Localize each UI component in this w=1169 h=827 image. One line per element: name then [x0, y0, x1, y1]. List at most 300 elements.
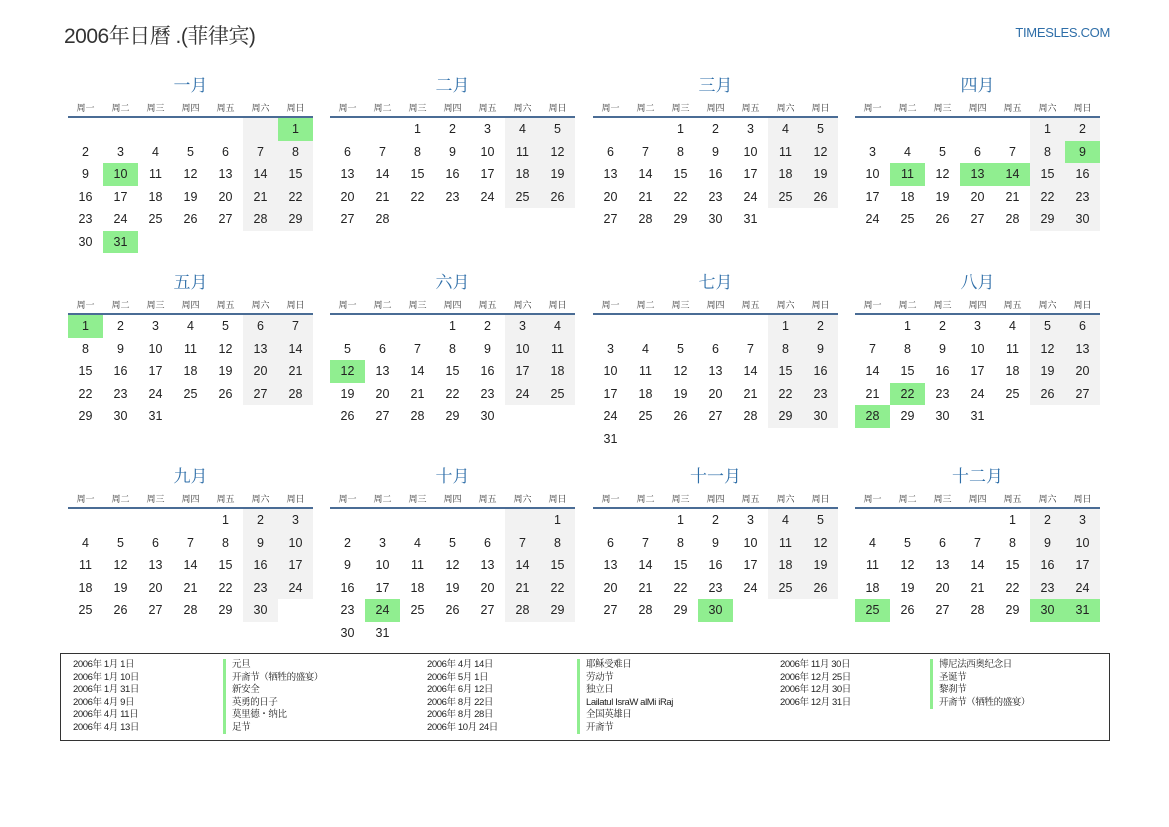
day-cell: 24 [865, 212, 880, 226]
holiday-name: 耶稣受难日 [577, 659, 632, 672]
empty-cell [400, 315, 435, 338]
weekday-label: 周一 [76, 103, 95, 113]
day-cell: 20 [218, 189, 233, 204]
empty-cell [278, 405, 313, 428]
day-cell: 12 [330, 360, 365, 383]
day-cell: 30 [803, 405, 838, 428]
empty-cell [470, 622, 505, 645]
day-cell: 15 [218, 558, 233, 572]
day-cell: 15 [900, 364, 915, 378]
day-cell: 4 [414, 535, 421, 550]
day-cell: 20 [708, 386, 723, 401]
day-cell: 26 [540, 186, 575, 209]
day-cell: 5 [222, 319, 229, 333]
day-cell: 27 [935, 603, 950, 617]
day-cell: 4 [904, 144, 911, 159]
day-cell: 14 [375, 167, 390, 181]
day-cell: 25 [855, 599, 890, 622]
day-cell: 11 [768, 532, 803, 555]
day-cell: 26 [340, 409, 355, 423]
day-cell: 12 [935, 167, 950, 181]
day-cell: 2 [82, 144, 89, 159]
empty-cell [628, 428, 663, 451]
day-cell: 13 [1065, 338, 1100, 361]
holiday-name: 元旦 [223, 659, 250, 672]
day-cell: 25 [900, 212, 915, 226]
week-row [593, 338, 838, 361]
day-cell: 27 [340, 212, 355, 226]
day-cell: 6 [222, 144, 229, 159]
week-row [330, 577, 575, 600]
holiday-name: Lailatul IsraW alMi iRaj [577, 697, 673, 710]
day-cell: 19 [803, 163, 838, 186]
week-row [855, 186, 1100, 209]
weekday-label: 周日 [286, 300, 305, 310]
day-cell: 9 [449, 144, 456, 159]
weekday-label: 周四 [181, 494, 200, 504]
empty-cell [925, 118, 960, 141]
day-cell: 8 [449, 341, 456, 356]
weekday-label: 周三 [933, 494, 952, 504]
day-cell: 8 [677, 144, 684, 159]
day-cell: 29 [218, 603, 233, 617]
day-cell: 24 [1065, 577, 1100, 600]
day-cell: 17 [480, 167, 495, 181]
empty-cell [208, 231, 243, 254]
day-cell: 3 [505, 315, 540, 338]
empty-cell [68, 118, 103, 141]
day-cell: 19 [540, 163, 575, 186]
day-cell: 23 [113, 386, 128, 401]
day-cell: 7 [379, 144, 386, 159]
day-cell: 28 [410, 409, 425, 423]
day-cell: 4 [187, 319, 194, 333]
day-cell: 22 [78, 386, 93, 401]
day-cell: 21 [410, 386, 425, 401]
day-cell: 12 [540, 141, 575, 164]
day-cell: 6 [607, 144, 614, 159]
day-cell: 18 [768, 554, 803, 577]
day-cell: 29 [1030, 208, 1065, 231]
week-row [330, 338, 575, 361]
day-cell: 30 [1030, 599, 1065, 622]
day-cell: 20 [375, 386, 390, 401]
day-cell: 4 [768, 509, 803, 532]
day-cell: 15 [445, 364, 460, 378]
day-cell: 3 [152, 319, 159, 333]
day-cell: 13 [935, 558, 950, 572]
day-cell: 24 [113, 212, 128, 226]
weekday-label: 周六 [513, 494, 532, 504]
day-cell: 23 [243, 577, 278, 600]
empty-cell [103, 509, 138, 532]
day-cell: 1 [677, 122, 684, 136]
day-cell: 13 [480, 558, 495, 572]
month-name: 八月 [960, 273, 995, 292]
day-cell: 30 [340, 625, 355, 640]
month-name: 七月 [698, 273, 733, 292]
day-cell: 31 [1065, 599, 1100, 622]
day-cell: 31 [970, 409, 985, 423]
day-cell: 15 [673, 558, 688, 572]
weekday-header [68, 295, 313, 315]
day-cell: 3 [607, 341, 614, 356]
day-cell: 17 [113, 189, 128, 204]
day-cell: 22 [890, 383, 925, 406]
day-cell: 5 [117, 535, 124, 550]
day-cell: 20 [603, 189, 618, 204]
day-cell: 8 [414, 144, 421, 159]
weekday-label: 周四 [443, 494, 462, 504]
weekday-label: 周二 [373, 103, 392, 113]
weekday-label: 周二 [898, 494, 917, 504]
day-cell: 2 [939, 319, 946, 333]
holiday-name: 足节 [223, 722, 250, 735]
empty-cell [540, 405, 575, 428]
week-row [855, 509, 1100, 532]
day-cell: 4 [540, 315, 575, 338]
day-cell: 23 [935, 386, 950, 401]
holiday-name: 黎刹节 [930, 684, 966, 697]
empty-cell [173, 509, 208, 532]
week-row [330, 383, 575, 406]
day-cell: 18 [410, 580, 425, 595]
day-cell: 10 [970, 341, 985, 356]
day-cell: 19 [673, 386, 688, 401]
day-cell: 3 [117, 144, 124, 159]
day-cell: 22 [673, 580, 688, 595]
empty-cell [960, 118, 995, 141]
holiday-row [73, 709, 323, 722]
day-cell: 24 [278, 577, 313, 600]
weekday-header [68, 489, 313, 509]
day-cell: 6 [379, 341, 386, 356]
day-cell: 7 [869, 341, 876, 356]
weekday-label: 周一 [338, 103, 357, 113]
week-row [330, 532, 575, 555]
day-cell: 8 [904, 341, 911, 356]
weekday-label: 周二 [111, 300, 130, 310]
holiday-row [780, 684, 1030, 697]
day-cell: 12 [900, 558, 915, 572]
day-cell: 9 [82, 167, 89, 181]
day-cell: 28 [1005, 212, 1020, 226]
day-cell: 3 [278, 509, 313, 532]
holiday-date: 2006年 4月 11日 [73, 709, 139, 720]
weekday-label: 周日 [811, 494, 830, 504]
month-8 [855, 271, 1100, 428]
day-cell: 17 [375, 580, 390, 595]
day-cell: 20 [243, 360, 278, 383]
weekday-label: 周日 [286, 103, 305, 113]
empty-cell [208, 405, 243, 428]
empty-cell [173, 231, 208, 254]
day-cell: 13 [960, 163, 995, 186]
weekday-label: 周五 [1003, 300, 1022, 310]
day-cell: 27 [708, 409, 723, 423]
day-cell: 10 [743, 535, 758, 550]
weekday-label: 周日 [548, 103, 567, 113]
day-cell: 26 [183, 212, 198, 226]
holiday-row [780, 697, 1030, 710]
holiday-column [780, 659, 1030, 709]
weekday-label: 周二 [636, 300, 655, 310]
weekday-label: 周四 [706, 300, 725, 310]
holiday-row [73, 672, 323, 685]
day-cell: 9 [1065, 141, 1100, 164]
weekday-label: 周三 [146, 300, 165, 310]
day-cell: 27 [480, 603, 495, 617]
weekday-label: 周四 [706, 103, 725, 113]
week-row [855, 163, 1100, 186]
week-row [593, 208, 838, 231]
holiday-date: 2006年 10月 24日 [427, 721, 498, 733]
day-cell: 7 [1009, 144, 1016, 159]
day-cell: 13 [708, 364, 723, 378]
month-1 [68, 74, 313, 253]
day-cell: 20 [148, 580, 163, 595]
day-cell: 23 [708, 189, 723, 204]
day-cell: 4 [869, 535, 876, 550]
day-cell: 10 [103, 163, 138, 186]
day-cell: 14 [743, 364, 758, 378]
weekday-label: 周一 [76, 300, 95, 310]
weekday-label: 周日 [548, 494, 567, 504]
weekday-label: 周二 [373, 494, 392, 504]
day-cell: 18 [900, 189, 915, 204]
day-cell: 9 [712, 144, 719, 159]
day-cell: 21 [375, 189, 390, 204]
day-cell: 9 [243, 532, 278, 555]
day-cell: 12 [445, 558, 460, 572]
week-row [593, 315, 838, 338]
weekday-label: 周三 [671, 494, 690, 504]
day-cell: 10 [1065, 532, 1100, 555]
month-2 [330, 74, 575, 231]
site-link[interactable]: TIMESLES.COM [1015, 25, 1110, 40]
day-cell: 6 [712, 341, 719, 356]
day-cell: 28 [505, 599, 540, 622]
holiday-row [427, 672, 673, 685]
day-cell: 16 [803, 360, 838, 383]
week-row [330, 622, 575, 645]
empty-cell [593, 118, 628, 141]
week-row [855, 383, 1100, 406]
day-cell: 11 [866, 558, 879, 572]
day-cell: 25 [183, 386, 198, 401]
empty-cell [733, 599, 768, 622]
day-cell: 30 [78, 234, 93, 249]
day-cell: 8 [1030, 141, 1065, 164]
day-cell: 23 [340, 603, 355, 617]
day-cell: 10 [505, 338, 540, 361]
day-cell: 24 [480, 189, 495, 204]
weekday-label: 周三 [933, 300, 952, 310]
day-cell: 28 [638, 603, 653, 617]
day-cell: 5 [187, 144, 194, 159]
day-cell: 21 [638, 189, 653, 204]
day-cell: 10 [603, 364, 618, 378]
weekday-label: 周一 [338, 494, 357, 504]
day-cell: 12 [218, 341, 233, 356]
day-cell: 26 [113, 603, 128, 617]
day-cell: 20 [340, 189, 355, 204]
weekday-label: 周三 [671, 103, 690, 113]
day-cell: 27 [148, 603, 163, 617]
week-row [593, 383, 838, 406]
holiday-name: 开斋节（牺牲的盛宴） [930, 697, 1030, 710]
empty-cell [138, 118, 173, 141]
weekday-label: 周三 [408, 103, 427, 113]
holiday-date: 2006年 12月 30日 [780, 684, 851, 695]
day-cell: 5 [939, 144, 946, 159]
day-cell: 19 [900, 580, 915, 595]
day-cell: 14 [638, 167, 653, 181]
day-cell: 28 [970, 603, 985, 617]
empty-cell [890, 509, 925, 532]
day-cell: 9 [803, 338, 838, 361]
day-cell: 3 [747, 513, 754, 527]
day-cell: 5 [803, 118, 838, 141]
day-cell: 4 [82, 535, 89, 550]
day-cell: 6 [152, 535, 159, 550]
day-cell: 24 [365, 599, 400, 622]
day-cell: 26 [218, 386, 233, 401]
day-cell: 22 [540, 577, 575, 600]
week-row [593, 163, 838, 186]
week-row [68, 315, 313, 338]
day-cell: 14 [865, 364, 880, 378]
weekday-label: 周日 [1073, 494, 1092, 504]
holiday-date: 2006年 8月 28日 [427, 709, 493, 720]
day-cell: 6 [344, 144, 351, 159]
day-cell: 30 [480, 409, 495, 423]
day-cell: 3 [1065, 509, 1100, 532]
weekday-label: 周日 [548, 300, 567, 310]
day-cell: 27 [243, 383, 278, 406]
day-cell: 15 [1030, 163, 1065, 186]
day-cell: 9 [712, 535, 719, 550]
day-cell: 17 [743, 558, 758, 572]
day-cell: 7 [278, 315, 313, 338]
week-row [68, 509, 313, 532]
month-10 [330, 465, 575, 644]
day-cell: 18 [78, 580, 93, 595]
day-cell: 18 [183, 364, 198, 378]
day-cell: 16 [445, 167, 460, 181]
day-cell: 14 [183, 558, 198, 572]
day-cell: 2 [243, 509, 278, 532]
month-11 [593, 465, 838, 622]
empty-cell [470, 509, 505, 532]
holiday-date: 2006年 1月 1日 [73, 659, 135, 670]
week-row [593, 118, 838, 141]
empty-cell [470, 208, 505, 231]
day-cell: 27 [603, 603, 618, 617]
empty-cell [855, 509, 890, 532]
day-cell: 9 [939, 341, 946, 356]
day-cell: 15 [410, 167, 425, 181]
day-cell: 28 [855, 405, 890, 428]
day-cell: 17 [278, 554, 313, 577]
day-cell: 18 [540, 360, 575, 383]
holiday-column [427, 659, 673, 734]
weekday-label: 周三 [408, 300, 427, 310]
day-cell: 11 [79, 558, 92, 572]
holiday-date: 2006年 12月 25日 [780, 671, 851, 683]
day-cell: 15 [78, 364, 93, 378]
weekday-header [68, 98, 313, 118]
weekday-label: 周五 [741, 300, 760, 310]
weekday-label: 周四 [968, 494, 987, 504]
holiday-name: 全国英雄日 [577, 709, 632, 722]
day-cell: 29 [78, 409, 93, 423]
day-cell: 30 [698, 599, 733, 622]
holiday-date: 2006年 8月 22日 [427, 696, 493, 708]
weekday-header [330, 98, 575, 118]
weekday-label: 周五 [216, 300, 235, 310]
day-cell: 5 [803, 509, 838, 532]
day-cell: 21 [505, 577, 540, 600]
holiday-list [60, 653, 1110, 741]
day-cell: 21 [743, 386, 758, 401]
holiday-date: 2006年 11月 30日 [780, 659, 851, 670]
day-cell: 14 [995, 163, 1030, 186]
weekday-label: 周六 [776, 494, 795, 504]
day-cell: 14 [278, 338, 313, 361]
empty-cell [995, 405, 1030, 428]
day-cell: 13 [243, 338, 278, 361]
weekday-label: 周六 [251, 494, 270, 504]
day-cell: 11 [1006, 341, 1019, 356]
day-cell: 2 [803, 315, 838, 338]
weekday-label: 周四 [443, 103, 462, 113]
month-name: 四月 [960, 76, 995, 95]
weekday-label: 周五 [216, 494, 235, 504]
month-name: 二月 [435, 76, 470, 95]
empty-cell [173, 118, 208, 141]
weekday-header [855, 98, 1100, 118]
holiday-row [73, 684, 323, 697]
day-cell: 12 [803, 141, 838, 164]
day-cell: 1 [414, 122, 421, 136]
weekday-label: 周五 [1003, 103, 1022, 113]
weekday-label: 周五 [741, 103, 760, 113]
weekday-label: 周日 [1073, 300, 1092, 310]
day-cell: 7 [243, 141, 278, 164]
day-cell: 27 [603, 212, 618, 226]
weekday-label: 周六 [1038, 300, 1057, 310]
day-cell: 5 [540, 118, 575, 141]
day-cell: 10 [480, 144, 495, 159]
day-cell: 19 [340, 386, 355, 401]
empty-cell [243, 231, 278, 254]
day-cell: 2 [712, 122, 719, 136]
day-cell: 23 [78, 212, 93, 226]
weekday-label: 周六 [776, 300, 795, 310]
empty-cell [768, 428, 803, 451]
day-cell: 22 [410, 189, 425, 204]
week-row [855, 405, 1100, 428]
weekday-label: 周二 [111, 103, 130, 113]
day-cell: 4 [768, 118, 803, 141]
empty-cell [243, 118, 278, 141]
day-cell: 25 [505, 186, 540, 209]
day-cell: 7 [505, 532, 540, 555]
day-cell: 11 [890, 163, 925, 186]
week-row [68, 554, 313, 577]
day-cell: 2 [484, 319, 491, 333]
